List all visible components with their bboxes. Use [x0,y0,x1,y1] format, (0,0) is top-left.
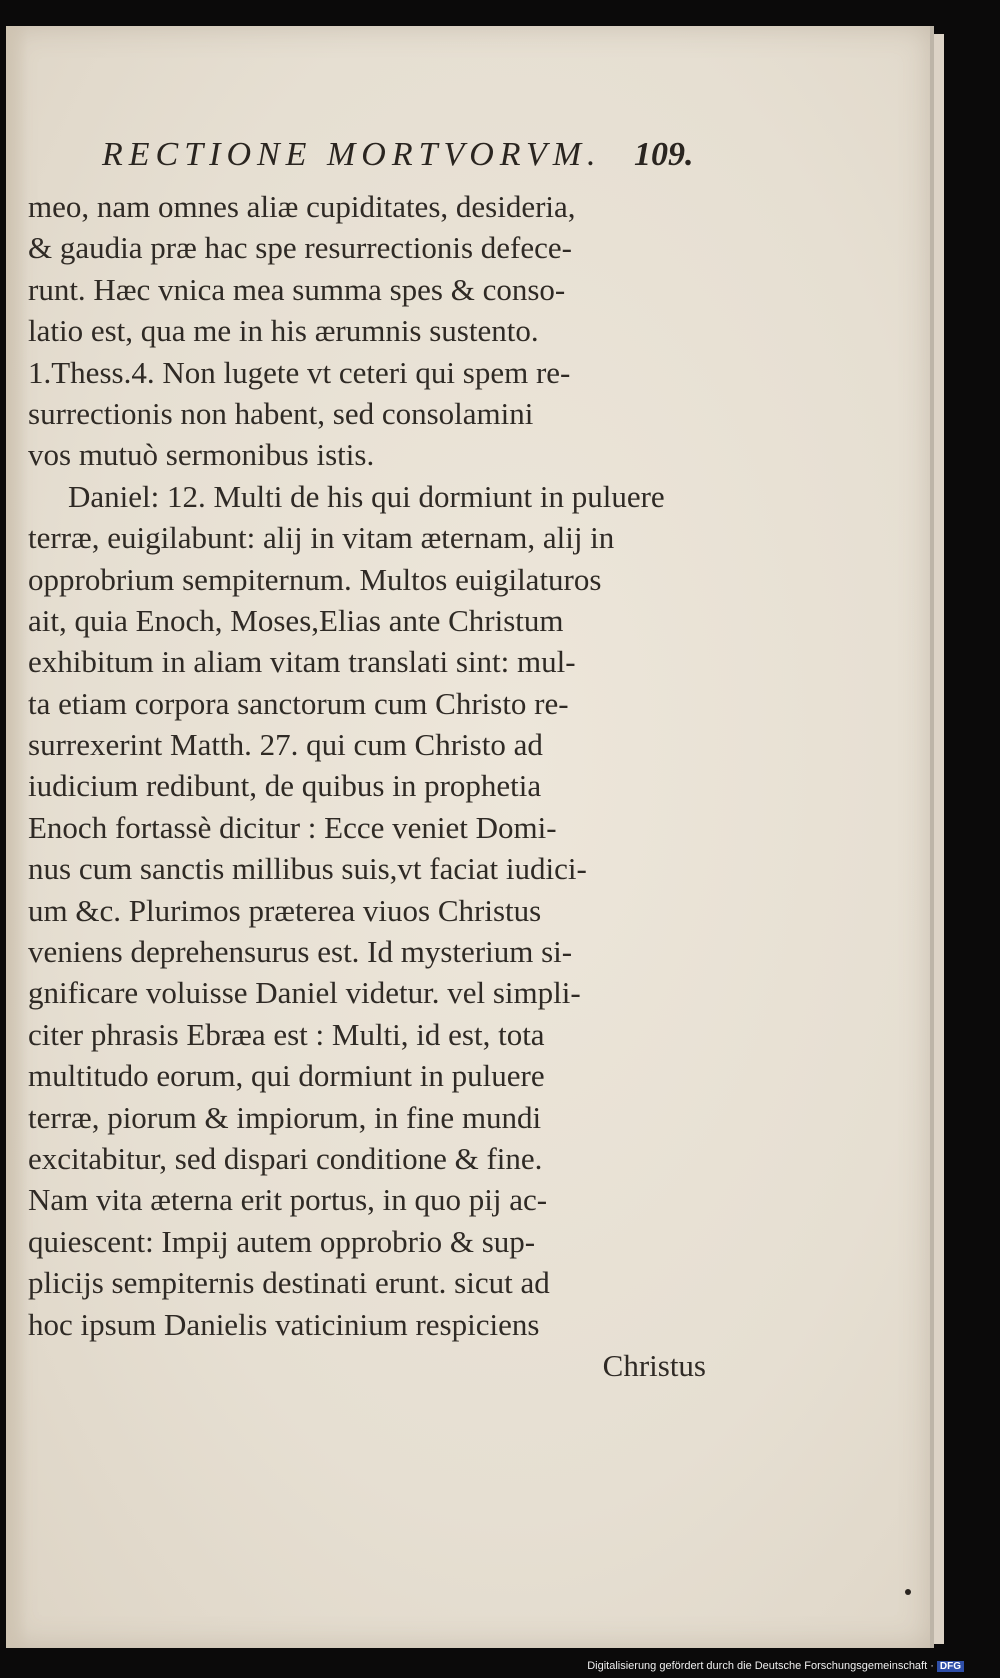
text-line: veniens deprehensurus est. Id mysterium si- [28,934,573,970]
dfg-logo: DFG [937,1661,964,1672]
text-line: Daniel: 12. Multi de his qui dormiunt in puluere [68,478,665,514]
text-line: vos mutuò sermonibus istis. [28,437,375,473]
text-line: citer phrasis Ebræa est : Multi, id est, tota [28,1016,545,1052]
text-line: quiescent: Impij autem opprobrio & sup- [28,1223,536,1259]
text-line: hoc ipsum Danielis vaticinium respiciens [28,1306,540,1342]
book-page [6,26,934,1648]
text-line: terræ, piorum & impiorum, in fine mundi [28,1099,542,1135]
text-line: multitudo eorum, qui dormiunt in puluere [28,1058,545,1094]
text-line: 1.Thess.4. Non lugete vt ceteri qui spem re- [28,354,571,390]
page-gutter-shadow [6,26,28,1648]
text-line: Nam vita æterna erit portus, in quo pij ac- [28,1182,548,1218]
text-line: latio est, qua me in his ærumnis sustento. [28,313,539,349]
running-head: RECTIONE MORTVORVM. [102,136,602,173]
text-line: um &c. Plurimos præterea viuos Christus [28,892,542,928]
text-line: terræ, euigilabunt: alij in vitam æternam, alij in [28,520,615,556]
text-line: & gaudia præ hac spe resurrectionis defece- [28,230,572,266]
text-line: Enoch fortassè dicitur : Ecce veniet Domi- [28,809,557,845]
credit-text: Digitalisierung gefördert durch die Deutsche Forschungsgemeinschaft · [587,1660,934,1672]
text-line: ta etiam corpora sanctorum cum Christo re- [28,685,569,721]
text-line: exhibitum in aliam vitam translati sint: mul- [28,644,576,680]
body-text [28,186,708,1386]
text-line: opprobrium sempiternum. Multos euigilaturos [28,561,602,597]
catchword: Christus [602,1347,706,1383]
page-number: 109. [634,136,694,173]
text-line: excitabitur, sed dispari conditione & fine. [28,1140,543,1176]
ink-spot [905,1589,911,1595]
digitization-credit [587,1660,964,1672]
page-edge [934,34,944,1644]
text-line: runt. Hæc vnica mea summa spes & conso- [28,271,566,307]
text-line: ait, quia Enoch, Moses,Elias ante Christum [28,602,564,638]
text-line: plicijs sempiternis destinati erunt. sicut ad [28,1265,550,1301]
text-line: nus cum sanctis millibus suis,vt faciat iudici- [28,851,587,887]
text-line: surrectionis non habent, sed consolamini [28,395,534,431]
text-line: surrexerint Matth. 27. qui cum Christo ad [28,727,543,763]
text-line: gnificare voluisse Daniel videtur. vel simpli- [28,975,581,1011]
text-line: iudicium redibunt, de quibus in prophetia [28,768,542,804]
text-line: meo, nam omnes aliæ cupiditates, desideria, [28,189,576,224]
